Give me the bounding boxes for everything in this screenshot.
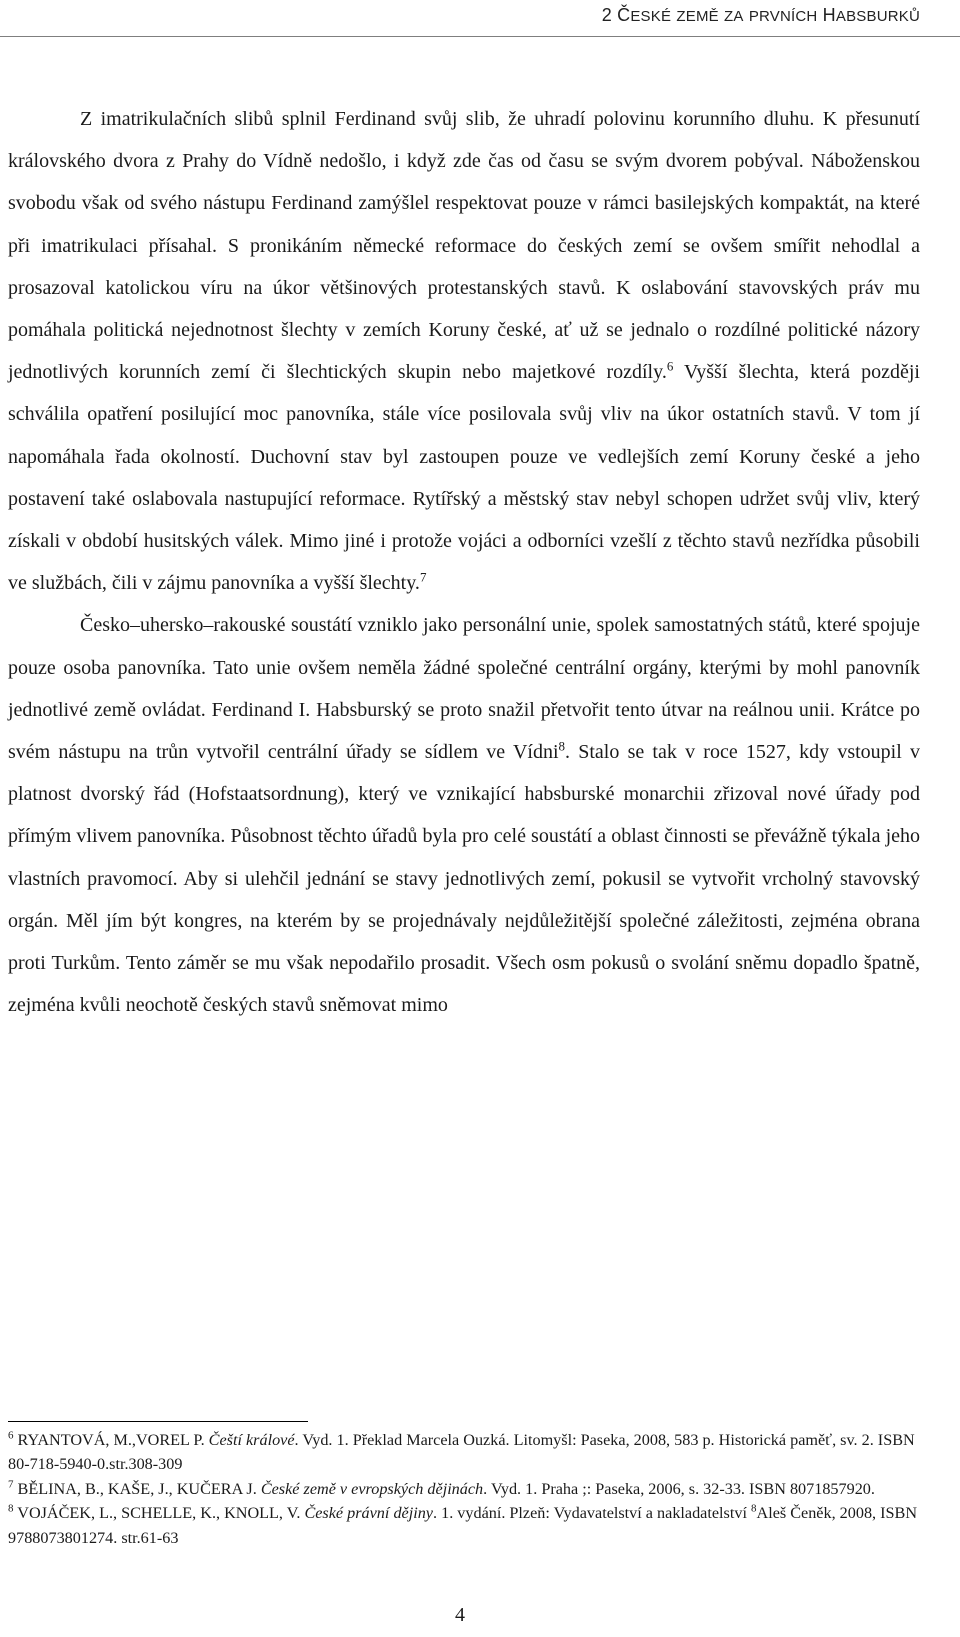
footnote-inner-number: 8 <box>751 1502 757 1515</box>
footnote-text: . Vyd. 1. Praha ;: Paseka, 2006, s. 32-33. ISBN 8071857920. <box>483 1479 875 1498</box>
footnote-title: České země v evropských dějinách <box>260 1479 484 1498</box>
paragraph <box>8 98 920 604</box>
paragraph-text: Vyšší šlechta, která později schválila opatření posilující moc panovníka, stále více posilovala svůj vliv na úkor ostatních stavů. V tom jí napomáhala řada okolností. Duchovní stav byl zastoupen pouze ve vedlejších zemí Koruny české a jeho postavení také oslabovala nastupující reformace. Rytířský a městský stav nebyl schopen udržet svůj vliv, který získali v období husitských válek. Mimo jiné i protože vojáci a odborníci vzešlí z těchto stavů nezřídka působili ve službách, čili v zájmu panovníka a vyšší šlechty. <box>8 361 920 595</box>
footnote-number: 6 <box>8 1429 14 1442</box>
body-text <box>8 98 920 1026</box>
header-word-cap: Č <box>617 5 631 25</box>
header-word-rest: ESKÉ <box>630 8 672 25</box>
footnote <box>8 1428 920 1477</box>
footnote-separator <box>8 1421 308 1422</box>
footnote-reference[interactable]: 6 <box>666 358 674 374</box>
footnote-number: 7 <box>8 1478 14 1491</box>
footnote-text: BĚLINA, B., KAŠE, J., KUČERA J. <box>13 1479 261 1498</box>
header-word: ZA <box>724 8 744 25</box>
header-word-cap: H <box>822 5 836 25</box>
footnote-text: Aleš Čeněk, 2008, ISBN 9788073801274. str.61-63 <box>8 1504 918 1547</box>
footnote-title: Čeští králové <box>208 1431 295 1449</box>
footnote-reference[interactable]: 7 <box>419 569 427 585</box>
running-header <box>0 0 960 37</box>
header-word-rest: ABSBURKŮ <box>835 8 920 25</box>
header-word: ZEMĚ <box>676 8 719 25</box>
footnote-text: RYANTOVÁ, M.,VOREL P. <box>13 1431 209 1449</box>
header-word: PRVNÍCH <box>748 8 818 25</box>
footnote <box>8 1477 920 1501</box>
footnote <box>8 1501 920 1550</box>
running-header-title <box>602 5 920 26</box>
footnote-text: . 1. vydání. Plzeň: Vydavatelství a nakladatelství <box>433 1504 751 1523</box>
paragraph <box>8 604 920 1026</box>
paragraph-text: Česko–uhersko–rakouské soustátí vzniklo jako personální unie, spolek samostatných států, které spojuje pouze osoba panovníka. Tato unie ovšem neměla žádné společné centrální orgány, kterými by mohl panovník jednotlivé země ovládat. Ferdinand I. Habsburský se proto snažil přetvořit tento útvar na reálnou unii. Krátce po svém nástupu na trůn vytvořil centrální úřady se sídlem ve Vídni <box>8 614 920 764</box>
page-number: 4 <box>455 1604 465 1626</box>
footnote-text: VOJÁČEK, L., SCHELLE, K., KNOLL, V. <box>13 1504 305 1523</box>
footnote-number: 8 <box>8 1502 14 1515</box>
footnote-reference[interactable]: 8 <box>558 738 566 754</box>
paragraph-text: . Stalo se tak v roce 1527, kdy vstoupil v platnost dvorský řád (Hofstaatsordnung), který ve vznikající habsburské monarchii zřizoval nové úřady pod přímým vlivem panovníka. Působnost těchto úřadů byla pro celé soustátí a oblast činnosti se převážně týkala jeho vlastních pravomocí. Aby si ulehčil jednání se stavy jednotlivých zemí, pokusil se vytvořit vrcholný stavovský orgán. Měl jím být kongres, na kterém by se projednávaly nejdůležitější společné záležitosti, zejména obrana proti Turkům. Tento záměr se mu však nepodařilo prosadit. Všech osm pokusů o svolání sněmu dopadlo špatně, zejména kvůli neochotě českých stavů sněmovat mimo <box>8 741 921 1017</box>
paragraph-text: Z imatrikulačních slibů splnil Ferdinand svůj slib, že uhradí polovinu korunního dluhu. K přesunutí královského dvora z Prahy do Vídně nedošlo, i když zde čas od času se svým dvorem pobýval. Náboženskou svobodu však od svého nástupu Ferdinand zamýšlel respektovat pouze v rámci basilejských kompaktát, na které při imatrikulaci přísahal. S pronikáním německé reformace do českých zemí se ovšem smířit nehodlal a prosazoval katolickou víru na úkor většinových protestanských stavů. K oslabování stavovských práv mu pomáhala politická nejednotnost šlechty v zemích Koruny české, ať už se jednalo o rozdílné politické názory jednotlivých korunních zemí či šlechtických skupin nebo majetkové rozdíly. <box>8 108 920 384</box>
footnote-title: České právní dějiny <box>304 1504 433 1523</box>
chapter-number: 2 <box>601 5 612 25</box>
footnotes <box>8 1428 920 1550</box>
footnote-text: . Vyd. 1. Překlad Marcela Ouzká. Litomyšl: Paseka, 2008, 583 p. Historická paměť, sv. 2. ISBN 80-718-5940-0.str.308-309 <box>8 1431 915 1474</box>
